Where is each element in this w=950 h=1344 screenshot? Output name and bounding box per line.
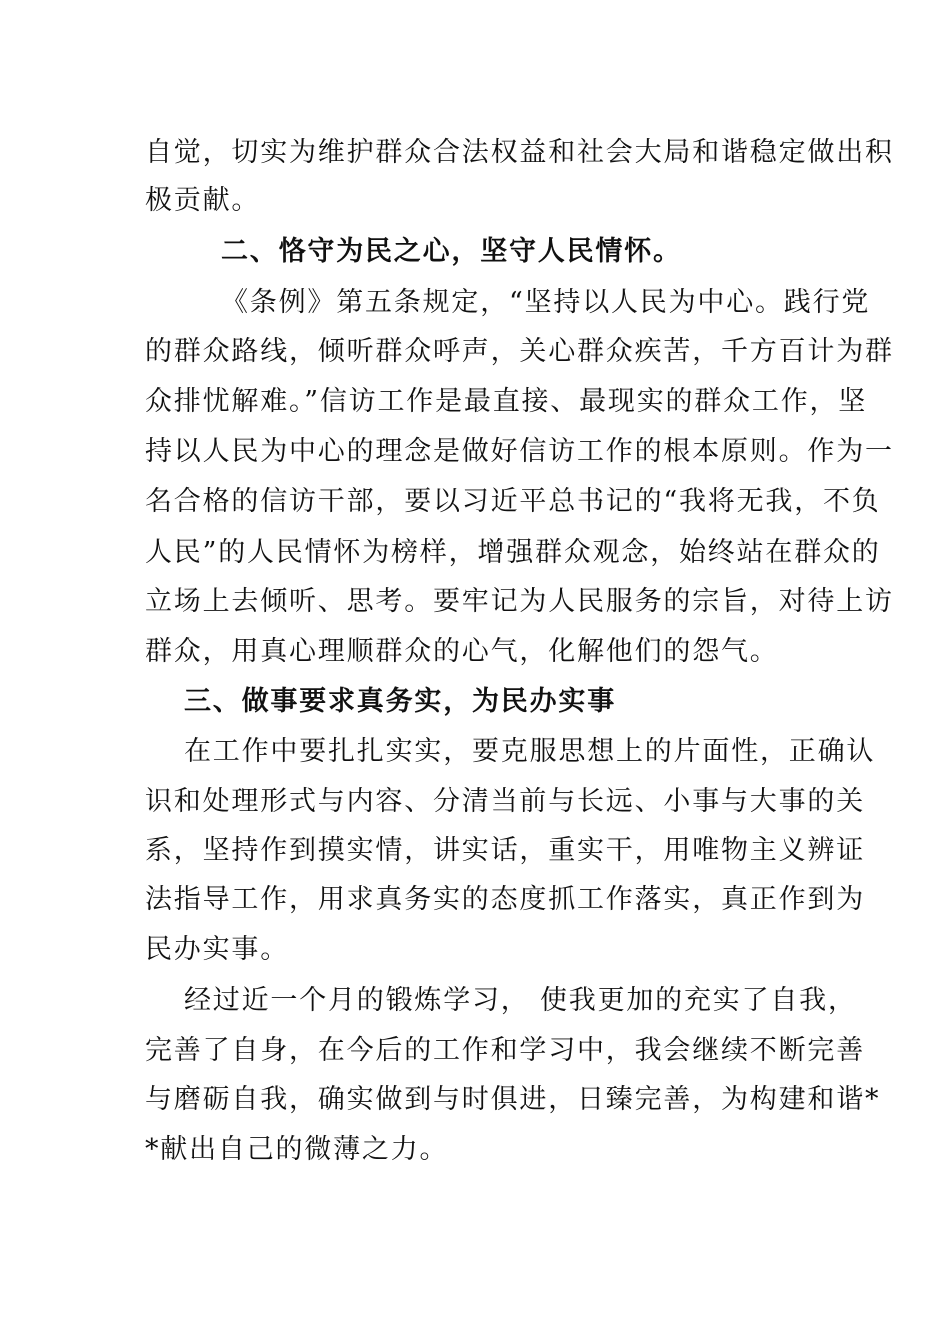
- text-line: 持以人民为中心的理念是做好信访工作的根本原则。作为一: [145, 436, 894, 467]
- text-line: 群众，用真心理顺群众的心气，化解他们的怨气。: [145, 636, 779, 667]
- text-line: 在工作中要扎扎实实，要克服思想上的片面性，正确认: [184, 736, 876, 767]
- text-line: 的群众路线，倾听群众呼声，关心群众疾苦，千方百计为群: [145, 336, 894, 367]
- text-line: 立场上去倾听、思考。要牢记为人民服务的宗旨，对待上访: [145, 586, 894, 617]
- text-line: 完善了自身，在今后的工作和学习中，我会继续不断完善: [145, 1035, 865, 1066]
- text-line: 名合格的信访干部，要以习近平总书记的“我将无我，不负: [145, 486, 881, 517]
- section-heading-three: 三、做事要求真务实，为民办实事: [184, 686, 616, 717]
- text-line: 众排忧解难。”信访工作是最直接、最现实的群众工作，坚: [145, 386, 868, 417]
- text-line: 系，坚持作到摸实情，讲实话，重实干，用唯物主义辨证: [145, 835, 865, 866]
- text-line: 《条例》第五条规定，“坚持以人民为中心。践行党: [221, 287, 871, 318]
- text-line: 人民”的人民情怀为榜样，增强群众观念，始终站在群众的: [145, 537, 881, 568]
- text-line: 经过近一个月的锻炼学习， 使我更加的充实了自我，: [184, 985, 857, 1016]
- text-line: 民办实事。: [145, 934, 289, 965]
- text-line: 与磨砺自我，确实做到与时俱进，日臻完善，为构建和谐*: [145, 1084, 881, 1115]
- text-line: 识和处理形式与内容、分清当前与长远、小事与大事的关: [145, 786, 865, 817]
- text-line: 法指导工作，用求真务实的态度抓工作落实，真正作到为: [145, 884, 865, 915]
- section-heading-two: 二、恪守为民之心，坚守人民情怀。: [221, 236, 682, 267]
- text-line: 极贡献。: [145, 185, 261, 216]
- text-line: 自觉，切实为维护群众合法权益和社会大局和谐稳定做出积: [145, 137, 894, 168]
- text-line: *献出自己的微薄之力。: [145, 1134, 449, 1165]
